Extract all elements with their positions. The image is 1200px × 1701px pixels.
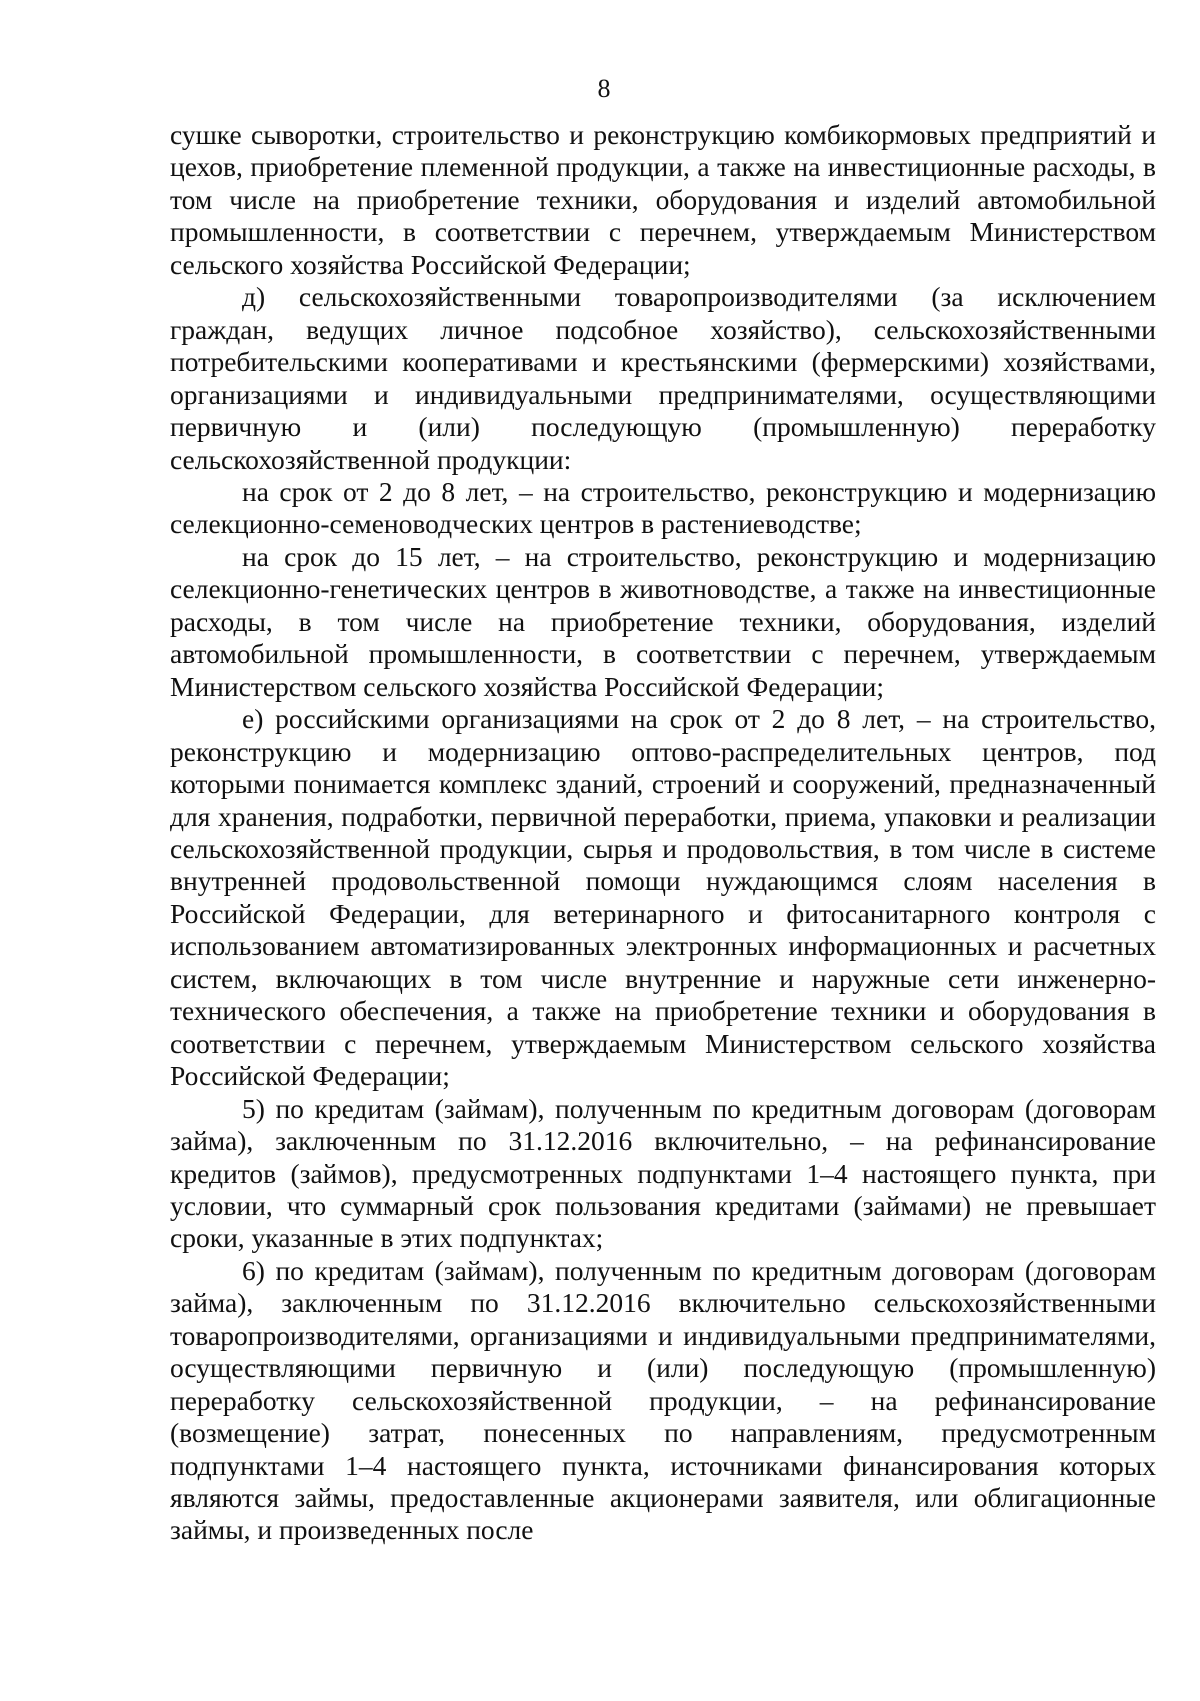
paragraph-term-15-years: на срок до 15 лет, – на строительство, реконструкцию и модернизацию селекционно-генетических центров в животноводстве, а также на инвестиционные расходы, в том числе на приобретение техники, оборудования, изделий автомобильной промышленности, в соответствии с перечнем, утверждаемым Министерством сельского хозяйства Российской Федерации; [170,540,1156,702]
paragraph-term-2-8-years: на срок от 2 до 8 лет, – на строительство, реконструкцию и модернизацию селекционно-семеноводческих центров в растениеводстве; [170,475,1156,540]
paragraph-item-6: 6) по кредитам (займам), полученным по кредитным договорам (договорам займа), заключенным по 31.12.2016 включительно сельскохозяйственными товаропроизводителями, организациями и индивидуальными предпринимателями, осуществляющими первичную и (или) последующую (промышленную) переработку сельскохозяйственной продукции, – на рефинансирование (возмещение) затрат, понесенных по направлениям, предусмотренным подпунктами 1–4 настоящего пункта, источниками финансирования которых являются займы, предоставленные акционерами заявителя, или облигационные займы, и произведенных после [170,1254,1156,1546]
page-number: 8 [597,74,611,103]
paragraph-item-5: 5) по кредитам (займам), полученным по кредитным договорам (договорам займа), заключенным по 31.12.2016 включительно, – на рефинансирование кредитов (займов), предусмотренных подпунктами 1–4 настоящего пункта, при условии, что суммарный срок пользования кредитами (займами) не превышает сроки, указанные в этих подпунктах; [170,1092,1156,1254]
paragraph-item-e: е) российскими организациями на срок от 2 до 8 лет, – на строительство, реконструкцию и модернизацию оптово-распределительных центров, под которыми понимается комплекс зданий, строений и сооружений, предназначенный для хранения, подработки, первичной переработки, приема, упаковки и реализации сельскохозяйственной продукции, сырья и продовольствия, в том числе в системе внутренней продовольственной помощи нуждающимся слоям населения в Российской Федерации, для ветеринарного и фитосанитарного контроля с использованием автоматизированных электронных информационных и расчетных систем, включающих в том числе внутренние и наружные сети инженерно-технического обеспечения, а также на приобретение техники и оборудования в соответствии с перечнем, утверждаемым Министерством сельского хозяйства Российской Федерации; [170,703,1156,1092]
document-body [170,119,1156,1547]
paragraph-continuation: сушке сыворотки, строительство и реконструкцию комбикормовых предприятий и цехов, приобретение племенной продукции, а также на инвестиционные расходы, в том числе на приобретение техники, оборудования и изделий автомобильной промышленности, в соответствии с перечнем, утверждаемым Министерством сельского хозяйства Российской Федерации; [170,119,1156,280]
paragraph-item-d: д) сельскохозяйственными товаропроизводителями (за исключением граждан, ведущих личное подсобное хозяйство), сельскохозяйственными потребительскими кооперативами и крестьянскими (фермерскими) хозяйствами, организациями и индивидуальными предпринимателями, осуществляющими первичную и (или) последующую (промышленную) переработку сельскохозяйственной продукции: [170,281,1156,475]
